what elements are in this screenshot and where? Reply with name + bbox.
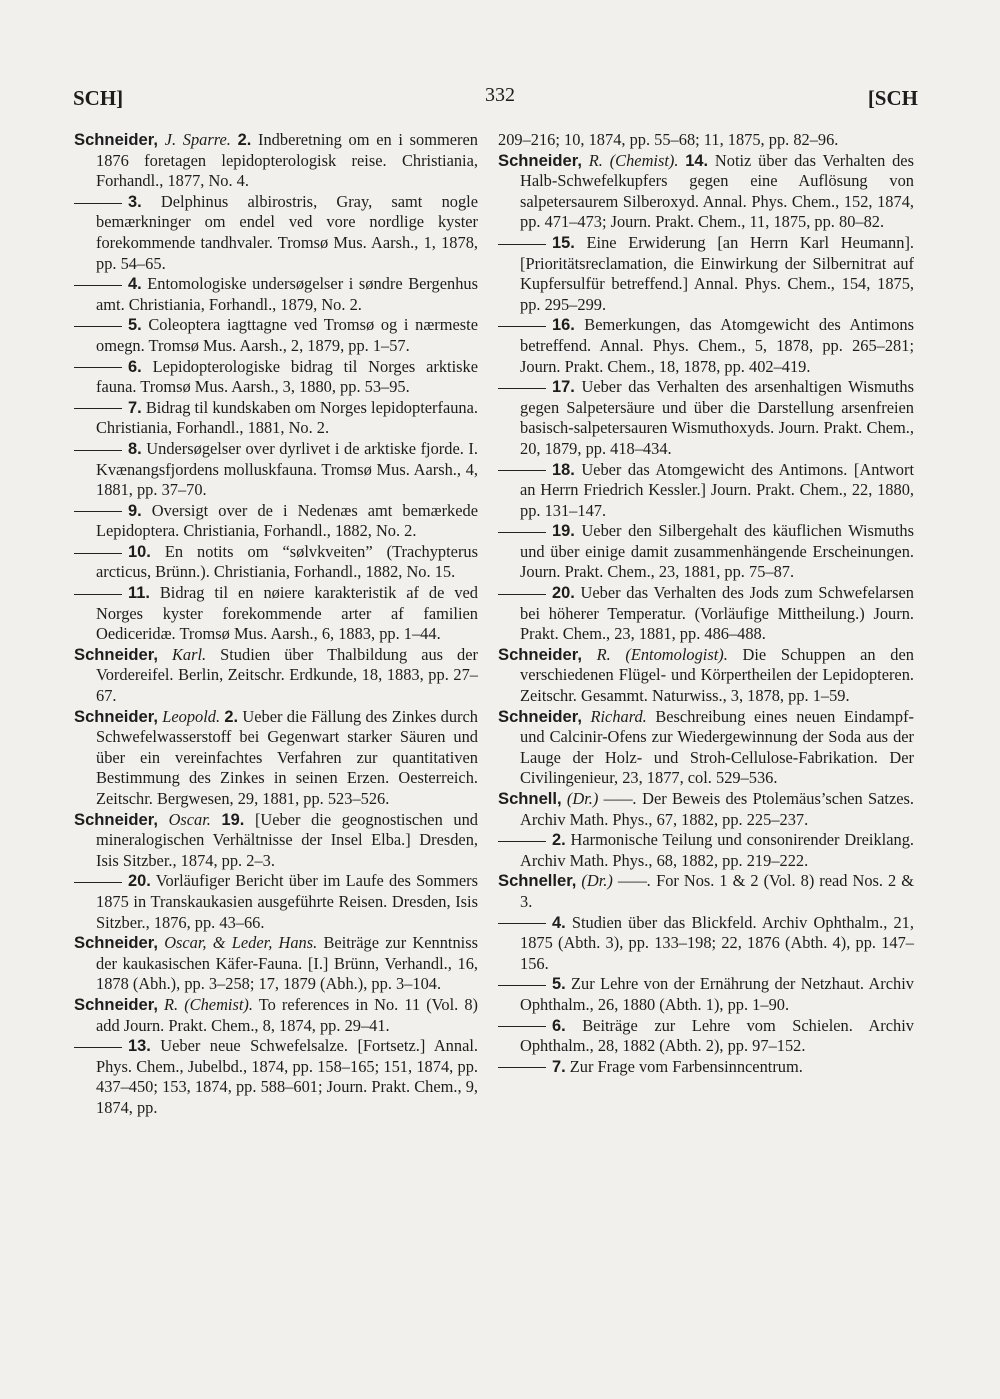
ditto-dash: [498, 1026, 546, 1027]
bibliography-entry: [74, 130, 478, 192]
entry-number: 18.: [552, 460, 575, 479]
ditto-dash: [498, 923, 546, 924]
ditto-dash: [498, 326, 546, 327]
entry-text: Studien über Thalbildung aus der Vordereifel. Berlin, Zeitschr. Erdkunde, 18, 1883, pp. 27–67.: [96, 644, 478, 706]
bibliography-entry: [520, 460, 914, 522]
ditto-dash: [498, 594, 546, 595]
entry-text: Zur Lehre von der Ernährung der Netzhaut. Archiv Ophthalm., 26, 1880 (Abth. 1), pp. 1–90.: [520, 974, 914, 1014]
running-head-right: [SCH: [867, 86, 918, 110]
author-qualifier: (Dr.) ——.: [566, 789, 637, 808]
entry-text: Studien über das Blickfeld. Archiv Ophthalm., 21, 1875 (Abth. 3), pp. 133–198; 22, 1876 (Abth. 4), pp. 147–156.: [520, 912, 914, 973]
entry-number: 4.: [128, 275, 142, 294]
entry-number: 6.: [552, 1016, 566, 1035]
ditto-dash: [498, 532, 546, 533]
entry-text: Ueber das Verhalten des arsenhaltigen Wismuths gegen Salpetersäure und über die Darstellung arsenfreien basisch-salpetersauren Wismuthoxyds. Journ. Prakt. Chem., 20, 1879, pp. 418–434.: [520, 377, 914, 458]
entry-text: Beiträge zur Lehre vom Schielen. Archiv Ophthalm., 28, 1882 (Abth. 2), pp. 97–152.: [520, 1015, 914, 1056]
entry-text: For Nos. 1 & 2 (Vol. 8) read Nos. 2 & 3.: [520, 871, 914, 911]
bibliography-entry: [74, 994, 478, 1036]
entry-text: Beiträge zur Kenntniss der kaukasischen Käfer-Fauna. [I.] Brünn, Verhandl., 16, 1878 (Abh.), pp. 3–258; 17, 1879 (Abh.), pp. 3–104.: [96, 933, 478, 994]
bibliography-entry: [96, 871, 478, 933]
ditto-dash: [74, 511, 122, 512]
ditto-dash: [74, 594, 122, 595]
entry-text: Bidrag til kundskaben om Norges lepidopterfauna. Christiania, Forhandl., 1881, No. 2.: [96, 397, 478, 438]
author-qualifier: Leopold.: [162, 706, 221, 726]
bibliography-entry: [96, 439, 478, 501]
author-qualifier: R. (Entomologist).: [596, 644, 728, 664]
entry-text: Notiz über das Verhalten des Halb-Schwefelkupfers gegen eine Auflösung von salpetersaurem Silberoxyd. Annal. Phys. Chem., 152, 1874, pp. 471–473; Journ. Prakt. Chem., 11, 1875, pp. 80–82.: [520, 150, 914, 232]
bibliography-entry: [520, 830, 914, 871]
author-qualifier: (Dr.) ——.: [581, 871, 652, 891]
entry-text: Entomologiske undersøgelser i søndre Bergenhus amt. Christiania, Forhandl., 1879, No. 2.: [96, 274, 478, 314]
entry-number: 2.: [552, 831, 566, 850]
bibliography-entry: [74, 809, 478, 872]
entry-text: Indberetning om en i sommeren 1876 foretagen lepidopterologisk reise. Christiania, Forhandl., 1877, No. 4.: [96, 130, 478, 191]
author-name: Schneider,: [498, 706, 582, 726]
entry-number: 16.: [552, 316, 575, 335]
author-name: Schneider,: [74, 706, 158, 726]
author-qualifier: R. (Chemist).: [164, 994, 253, 1014]
page-number: 332: [485, 84, 515, 106]
bibliography-entry: [96, 501, 478, 542]
bibliography-entry: [498, 150, 914, 233]
author-name: Schneider,: [74, 994, 158, 1014]
ditto-dash: [498, 470, 546, 471]
ditto-dash: [74, 882, 122, 883]
entry-number: 14.: [685, 151, 709, 170]
ditto-dash: [498, 388, 546, 389]
bibliography-entry: [96, 398, 478, 439]
entry-number: 11.: [128, 584, 150, 603]
author-qualifier: J. Sparre.: [164, 130, 231, 149]
entry-number: 2.: [224, 707, 239, 726]
entry-number: 20.: [552, 584, 575, 603]
running-head-left: SCH]: [73, 86, 124, 110]
author-name: Schneider,: [498, 150, 582, 170]
author-name: Schneider,: [74, 809, 158, 829]
bibliography-entry: [74, 644, 478, 707]
ditto-dash: [498, 244, 546, 245]
bibliography-entry: [520, 1057, 914, 1078]
entry-number: 15.: [552, 233, 575, 252]
left-column: [74, 130, 478, 1119]
bibliography-entry: [520, 315, 914, 377]
entry-text: Ueber das Atomgewicht des Antimons. [Antwort an Herrn Friedrich Kessler.] Journ. Prakt. Chem., 22, 1880, pp. 131–147.: [520, 459, 914, 520]
author-qualifier: R. (Chemist).: [588, 150, 679, 170]
ditto-dash: [74, 326, 122, 327]
bibliography-entry: [520, 1016, 914, 1057]
ditto-dash: [74, 203, 122, 204]
entry-text: Der Beweis des Ptolemäus’schen Satzes. Archiv Math. Phys., 67, 1882, pp. 225–237.: [520, 789, 914, 829]
entry-text: Oversigt over de i Nedenæs amt bemærkede Lepidoptera. Christiania, Forhandl., 1882, No. 2.: [96, 500, 478, 541]
bibliography-entry: [520, 974, 914, 1015]
entry-text: Harmonische Teilung und consonirender Dreiklang. Archiv Math. Phys., 68, 1882, pp. 219–222.: [520, 830, 914, 870]
author-qualifier: Oscar, & Leder, Hans.: [164, 933, 318, 953]
entry-number: 19.: [221, 810, 245, 829]
author-name: Schneider,: [74, 130, 158, 149]
entry-text: Undersøgelser over dyrlivet i de arktiske fjorde. I. Kvænangsfjordens molluskfauna. Tromsø Mus. Aarsh., 4, 1881, pp. 37–70.: [96, 438, 478, 500]
bibliography-entry: [498, 130, 914, 151]
ditto-dash: [498, 1067, 546, 1068]
entry-text: Delphinus albirostris, Gray, samt nogle bemærkninger om endel ved vore nordlige kyster forekommende tandhvaler. Tromsø Mus. Aarsh., 1, 1878, pp. 54–65.: [96, 191, 478, 273]
entry-text: Vorläufiger Bericht über im Laufe des Sommers 1875 in Transkaukasien ausgeführte Reisen. Dresden, Isis Sitzber., 1876, pp. 43–66.: [96, 871, 478, 932]
author-qualifier: Richard.: [590, 706, 647, 726]
entry-text: [Ueber die geognostischen und mineralogischen Verhältnisse der Insel Elba.] Dresden, Isis Sitzber., 1874, pp. 2–3.: [96, 809, 478, 870]
entry-number: 8.: [128, 439, 142, 458]
bibliography-entry: [96, 274, 478, 315]
entry-text: 209–216; 10, 1874, pp. 55–68; 11, 1875, pp. 82–96.: [498, 130, 839, 149]
entry-number: 7.: [128, 398, 142, 417]
entry-number: 2.: [237, 131, 252, 149]
ditto-dash: [498, 985, 546, 986]
entry-number: 5.: [552, 975, 566, 994]
entry-number: 19.: [552, 522, 575, 541]
entry-number: 7.: [552, 1057, 566, 1076]
bibliography-entry: [520, 521, 914, 583]
bibliography-entry: [520, 377, 914, 459]
entry-text: Ueber die Fällung des Zinkes durch Schwefelwasserstoff bei Gegenwart starker Säuren und über ein vereinfachtes Verfahren zur quantitativen Bestimmung des Zinkes in seinen Erzen. Oesterreich. Zeitschr. Bergwesen, 29, 1881, pp. 523–526.: [96, 706, 478, 808]
entry-text: Beschreibung eines neuen Eindampf- und Calcinir-Ofens zur Wiedergewinnung der Soda aus der Lauge der Holz- und Stroh-Cellulose-Fabrikation. Der Civilingenieur, 23, 1877, col. 529–536.: [520, 706, 914, 788]
ditto-dash: [74, 553, 122, 554]
entry-number: 17.: [552, 378, 575, 397]
author-name: Schneider,: [74, 644, 158, 664]
bibliography-entry: [96, 1036, 478, 1118]
bibliography-entry: [96, 315, 478, 356]
entry-text: Coleoptera iagttagne ved Tromsø og i nærmeste omegn. Tromsø Mus. Aarsh., 2, 1879, pp. 1–57.: [96, 315, 478, 355]
entry-text: En notits om “sølvkveiten” (Trachypterus arcticus, Brünn.). Christiania, Forhandl., 1882, No. 15.: [96, 541, 478, 582]
bibliography-entry: [96, 192, 478, 274]
bibliography-entry: [96, 357, 478, 398]
bibliography-entry: [520, 233, 914, 315]
entry-text: Ueber den Silbergehalt des käuflichen Wismuths und über einige damit zusammenhängende Erscheinungen. Journ. Prakt. Chem., 23, 1881, pp. 75–87.: [520, 521, 914, 582]
entry-text: Ueber das Verhalten des Jods zum Schwefelarsen bei höherer Temperatur. (Vorläufige Mittheilung.) Journ. Prakt. Chem., 23, 1881, pp. 486–488.: [520, 583, 914, 644]
bibliography-entry: [74, 706, 478, 810]
ditto-dash: [498, 841, 546, 842]
bibliography-entry: [520, 913, 914, 975]
entry-text: Bemerkungen, das Atomgewicht des Antimons betreffend. Annal. Phys. Chem., 5, 1878, pp. 265–281; Journ. Prakt. Chem., 18, 1878, pp. 402–419.: [520, 315, 914, 376]
author-name: Schnell,: [498, 789, 562, 808]
ditto-dash: [74, 367, 122, 368]
entry-number: 4.: [552, 913, 566, 932]
ditto-dash: [74, 285, 122, 286]
entry-text: Die Schuppen an den verschiedenen Flügel- und Körpertheilen der Lepidopteren. Zeitschr. Gesammt. Naturwiss., 3, 1878, pp. 1–59.: [520, 644, 914, 706]
entry-text: To references in No. 11 (Vol. 8) add Journ. Prakt. Chem., 8, 1874, pp. 29–41.: [96, 994, 478, 1035]
author-name: Schneider,: [498, 644, 582, 664]
entry-text: Ueber neue Schwefelsalze. [Fortsetz.] Annal. Phys. Chem., Jubelbd., 1874, pp. 158–165; 151, 1874, pp. 437–450; 153, 1874, pp. 588–601; Journ. Prakt. Chem., 9, 1874, pp.: [96, 1036, 478, 1117]
bibliography-entry: [74, 933, 478, 995]
entry-number: 10.: [128, 542, 151, 561]
entry-number: 20.: [128, 872, 151, 891]
bibliography-entry: [498, 789, 914, 830]
ditto-dash: [74, 1047, 122, 1048]
entry-number: 6.: [128, 357, 142, 376]
entry-text: Eine Erwiderung [an Herrn Karl Heumann]. [Prioritätsreclamation, die Einwirkung der Silbernitrat auf Kupfersulfür betreffend.] Annal. Phys. Chem., 154, 1875, pp. 295–299.: [520, 232, 915, 314]
entry-number: 13.: [128, 1037, 151, 1056]
bibliography-entry: [498, 871, 914, 912]
entry-text: Lepidopterologiske bidrag til Norges arktiske fauna. Tromsø Mus. Aarsh., 3, 1880, pp. 53–95.: [96, 356, 478, 397]
ditto-dash: [74, 450, 122, 451]
right-column: [498, 130, 914, 1077]
entry-number: 3.: [128, 192, 142, 211]
bibliography-entry: [498, 644, 914, 707]
entry-text: Zur Frage vom Farbensinncentrum.: [569, 1056, 803, 1076]
entry-number: 5.: [128, 316, 142, 335]
author-name: Schneller,: [498, 871, 577, 891]
bibliography-entry: [96, 542, 478, 583]
bibliography-entry: [96, 583, 478, 645]
author-qualifier: Karl.: [171, 644, 207, 664]
author-name: Schneider,: [74, 933, 158, 953]
bibliography-entry: [520, 583, 914, 645]
ditto-dash: [74, 408, 122, 409]
entry-text: Bidrag til en nøiere karakteristik af de ved Norges kyster forekommende arter af familien Oediceridæ. Tromsø Mus. Aarsh., 6, 1883, pp. 1–44.: [96, 583, 478, 644]
bibliography-entry: [498, 706, 914, 789]
author-qualifier: Oscar.: [168, 809, 211, 829]
entry-number: 9.: [128, 501, 142, 520]
